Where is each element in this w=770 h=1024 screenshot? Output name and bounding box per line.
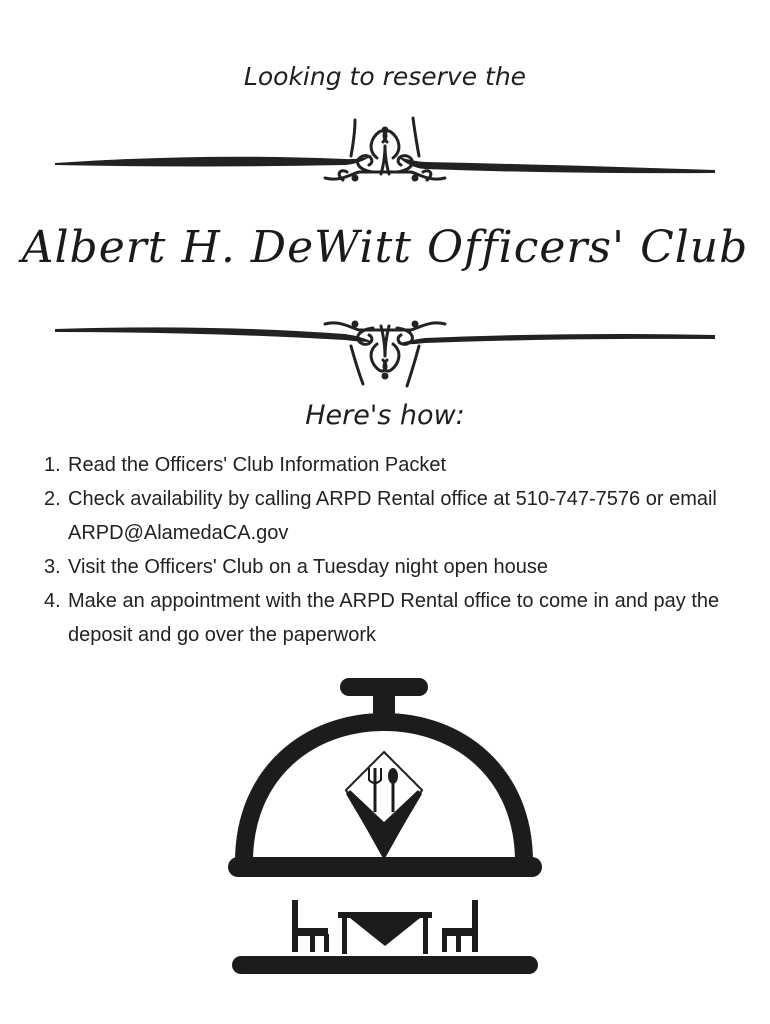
how-to-heading: Here's how:	[305, 400, 465, 431]
step-text: Visit the Officers' Club on a Tuesday night open house	[68, 556, 549, 578]
step-item	[44, 550, 724, 584]
step-text: Make an appointment with the ARPD Rental office to come in and pay the deposit and go over the paperwork	[68, 590, 720, 646]
step-number: 2.	[44, 488, 61, 510]
napkin-cutlery-icon	[346, 752, 422, 858]
step-number: 4.	[44, 590, 61, 612]
cloche-handle-icon	[340, 678, 428, 696]
step-number: 3.	[44, 556, 61, 578]
bottom-flourish-icon	[55, 312, 715, 390]
step-item	[44, 448, 724, 482]
step-item	[44, 482, 724, 550]
intro-text: Looking to reserve the	[243, 62, 527, 91]
step-number: 1.	[44, 454, 61, 476]
table-chairs-icon	[232, 900, 538, 974]
step-text: Read the Officers' Club Information Packet	[68, 454, 447, 476]
cloche-illustration-icon	[220, 672, 550, 984]
step-item	[44, 584, 724, 652]
page-title: Albert H. DeWitt Officers' Club	[21, 222, 749, 273]
step-text: Check availability by calling ARPD Rental office at 510-747-7576 or email ARPD@AlamedaCA.gov	[68, 488, 717, 544]
steps-list	[44, 448, 724, 652]
cloche-tray-icon	[228, 857, 542, 877]
top-flourish-icon	[55, 112, 715, 192]
